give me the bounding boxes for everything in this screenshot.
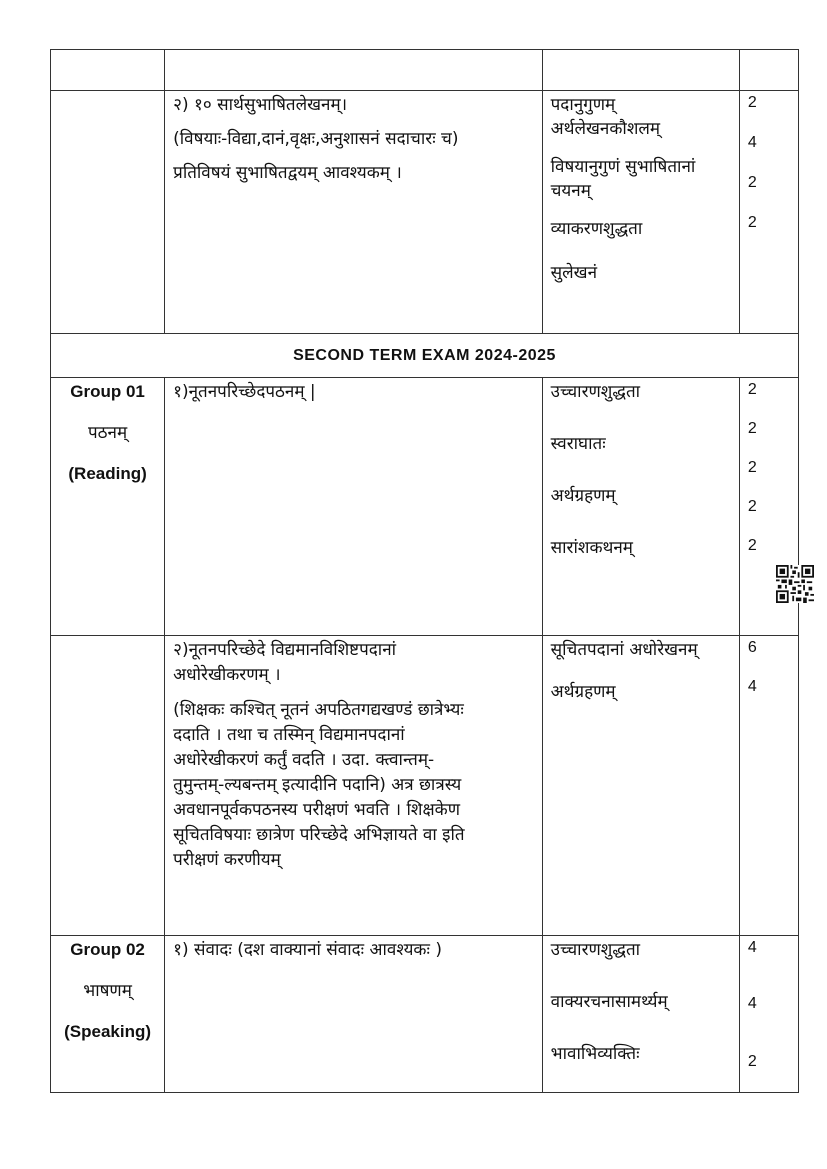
mark: 6 [747, 639, 757, 656]
task-text: १) संवादः (दश वाक्यानां संवादः आवश्यकः ) [173, 940, 442, 960]
qr-code-icon [776, 565, 814, 603]
criterion: सूचितपदानां अधोरेखनम् [550, 640, 698, 660]
criteria-cell [542, 91, 739, 334]
criteria-cell [542, 378, 739, 636]
task-text: १)नूतनपरिच्छेदपठनम् | [173, 382, 316, 402]
criterion: सारांशकथनम् [550, 538, 633, 558]
mark: 2 [747, 94, 757, 111]
task-text: (विषयाः-विद्या,दानं,वृक्षः,अनुशासनं सदाचारः च) [173, 129, 459, 149]
criterion: उच्चारणशुद्धता [550, 940, 641, 960]
cell [51, 50, 165, 91]
task-cell [165, 91, 543, 334]
note-line: अधोरेखीकरणं कर्तुं वदति । उदा. क्त्वान्तम्- [173, 750, 435, 770]
mark: 4 [747, 134, 757, 151]
criterion: उच्चारणशुद्धता [550, 382, 641, 402]
cell [165, 50, 543, 91]
criterion: सुलेखनं [550, 263, 597, 283]
note-line: परीक्षणं करणीयम् [173, 850, 281, 870]
criterion: अर्थग्रहणम् [550, 682, 616, 702]
note-line: सूचितविषयाः छात्रेण परिच्छेदे अभिज्ञायते वा इति [173, 825, 465, 845]
criterion: अर्थग्रहणम् [550, 486, 616, 506]
group-cell [51, 91, 165, 334]
cell [739, 50, 798, 91]
criterion: चयनम् [550, 181, 591, 201]
criterion: पदानुगुणम् [550, 95, 616, 115]
marks-cell [739, 936, 798, 1093]
criterion: भावाभिव्यक्तिः [550, 1044, 640, 1064]
marks-cell [739, 91, 798, 334]
table-row [51, 936, 799, 1093]
cell [542, 50, 739, 91]
mark: 4 [747, 939, 757, 956]
term-heading: SECOND TERM EXAM 2024-2025 [51, 334, 799, 378]
mark: 2 [747, 420, 757, 437]
note-line: तुमुन्तम्-ल्यबन्तम् इत्यादीनि पदानि) अत्र छात्रस्य [173, 775, 462, 795]
mark: 2 [747, 459, 757, 476]
mark: 2 [747, 214, 757, 231]
assessment-table [50, 49, 799, 1093]
group-name: Group 02 [70, 940, 145, 959]
group-cell [51, 936, 165, 1093]
criterion: अर्थलेखनकौशलम् [550, 119, 661, 139]
note-line: अवधानपूर्वकपठनस्य परीक्षणं भवति । शिक्षकेण [173, 800, 461, 820]
group-english: (Speaking) [64, 1022, 152, 1041]
task-cell [165, 936, 543, 1093]
mark: 4 [747, 678, 757, 695]
criterion: विषयानुगुणं सुभाषितानां [550, 157, 696, 177]
criteria-cell [542, 636, 739, 936]
group-sanskrit: भाषणम् [83, 981, 132, 1001]
mark: 4 [747, 995, 757, 1012]
table-row [51, 50, 799, 91]
group-cell [51, 378, 165, 636]
task-text: २) १० सार्थसुभाषितलेखनम्। [173, 95, 348, 115]
note-line: (शिक्षकः कश्चित् नूतनं अपठितगद्यखण्डं छात्रेभ्यः [173, 700, 464, 720]
table-row [51, 636, 799, 936]
table-row [51, 334, 799, 378]
table-row [51, 91, 799, 334]
task-text: अधोरेखीकरणम् । [173, 665, 281, 685]
mark: 2 [747, 1053, 757, 1070]
group-cell [51, 636, 165, 936]
criterion: व्याकरणशुद्धता [550, 219, 643, 239]
group-english: (Reading) [68, 464, 147, 483]
group-sanskrit: पठनम् [88, 423, 128, 443]
criterion: वाक्यरचनासामर्थ्यम् [550, 992, 668, 1012]
group-name: Group 01 [70, 382, 145, 401]
mark: 2 [747, 537, 757, 554]
task-cell [165, 636, 543, 936]
mark: 2 [747, 381, 757, 398]
note-line: ददाति । तथा च तस्मिन् विद्यमानपदानां [173, 725, 405, 745]
mark: 2 [747, 498, 757, 515]
task-cell [165, 378, 543, 636]
mark: 2 [747, 174, 757, 191]
task-text: प्रतिविषयं सुभाषितद्वयम् आवश्यकम् । [173, 163, 402, 183]
criteria-cell [542, 936, 739, 1093]
task-text: २)नूतनपरिच्छेदे विद्यमानविशिष्टपदानां [173, 640, 397, 660]
table-row [51, 378, 799, 636]
marks-cell [739, 636, 798, 936]
criterion: स्वराघातः [550, 434, 606, 454]
